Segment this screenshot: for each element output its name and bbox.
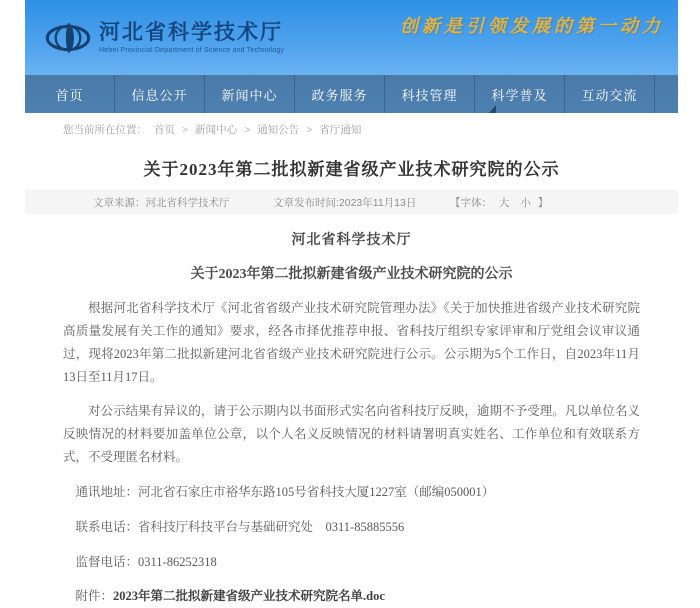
nav-item-gov-services[interactable]: 政务服务 (295, 75, 385, 113)
breadcrumb-prefix: 您当前所在位置： (63, 124, 147, 136)
attachment-doc-link[interactable]: 2023年第二批拟新建省级产业技术研究院名单.doc (113, 589, 385, 603)
breadcrumb-notices[interactable]: 通知公告 (257, 124, 300, 136)
breadcrumb-provincial-notice[interactable]: 省厅通知 (319, 124, 362, 136)
main-navigation (25, 75, 678, 113)
attachment-row (63, 585, 640, 608)
article-source: 文章来源：河北省科学技术厅 (93, 197, 230, 209)
attachment-label: 附件： (75, 589, 114, 603)
breadcrumb-home[interactable]: 首页 (154, 124, 175, 136)
supervise-phone: 监督电话：0311-86252318 (75, 555, 217, 569)
site-name-english: Hebei Provincial Department of Science and Technology (99, 47, 285, 54)
header-slogan: 创新是引领发展的第一动力 (400, 16, 664, 36)
article-publish-time: 文章发布时间:2023年11月13日 (273, 197, 417, 209)
nav-item-science-popularization[interactable] (475, 75, 565, 113)
nav-item-news-center[interactable]: 新闻中心 (205, 75, 295, 113)
font-label-close: 】 (537, 197, 549, 209)
site-name: 河北省科学技术厅 (99, 21, 283, 44)
nav-dropdown-triangle-icon (489, 105, 496, 113)
nav-item-home[interactable]: 首页 (25, 75, 115, 113)
font-large-button[interactable]: 大 (498, 197, 510, 209)
article-meta-bar (25, 190, 678, 214)
contact-phone: 联系电话：省科技厅科技平台与基础研究处 0311-85885556 (75, 520, 405, 534)
nav-item-interaction[interactable]: 互动交流 (565, 75, 655, 113)
document-organization: 河北省科学技术厅 (291, 233, 412, 248)
document-title: 关于2023年第二批拟新建省级产业技术研究院的公示 (190, 267, 513, 282)
breadcrumb-separator: > (182, 123, 189, 136)
breadcrumb-separator: > (306, 123, 313, 136)
font-size-control (450, 195, 548, 210)
article-body (25, 229, 678, 608)
article-paragraph: 根据河北省科学技术厅《河北省省级产业技术研究院管理办法》《关于加快推进省级产业技术研究院高质量发展有关工作的通知》要求，经各市择优推荐申报、省科技厅组织专家评审和厅党组会议审议通过，现将2023年第二批拟新建河北省省级产业技术研究院进行公示。公示期为5个工作日，自2023年11月13日至11月17日。 (63, 301, 640, 384)
font-label-open: 【字体： (450, 197, 492, 209)
page-container (25, 0, 678, 608)
contact-address: 通讯地址：河北省石家庄市裕华东路105号省科技大厦1227室（邮编050001） (75, 485, 495, 499)
article-paragraph: 对公示结果有异议的，请于公示期内以书面形式实名向省科技厅反映，逾期不予受理。凡以单位名义反映情况的材料要加盖单位公章，以个人名义反映情况的材料请署明真实姓名、工作单位和有效联系方式，不受理匿名材料。 (63, 404, 640, 464)
site-logo-icon (45, 18, 91, 58)
font-small-button[interactable]: 小 (520, 197, 531, 209)
breadcrumb-news-center[interactable]: 新闻中心 (195, 124, 238, 136)
nav-item-label: 科学普及 (491, 87, 548, 103)
breadcrumb-separator: > (244, 123, 251, 136)
breadcrumb (25, 113, 678, 143)
nav-item-tech-management[interactable]: 科技管理 (385, 75, 475, 113)
site-header (25, 0, 678, 75)
nav-item-info-disclosure[interactable]: 信息公开 (115, 75, 205, 113)
site-title-block (99, 21, 284, 54)
page-title: 关于2023年第二批拟新建省级产业技术研究院的公示 (143, 160, 560, 179)
site-logo[interactable] (25, 18, 284, 58)
